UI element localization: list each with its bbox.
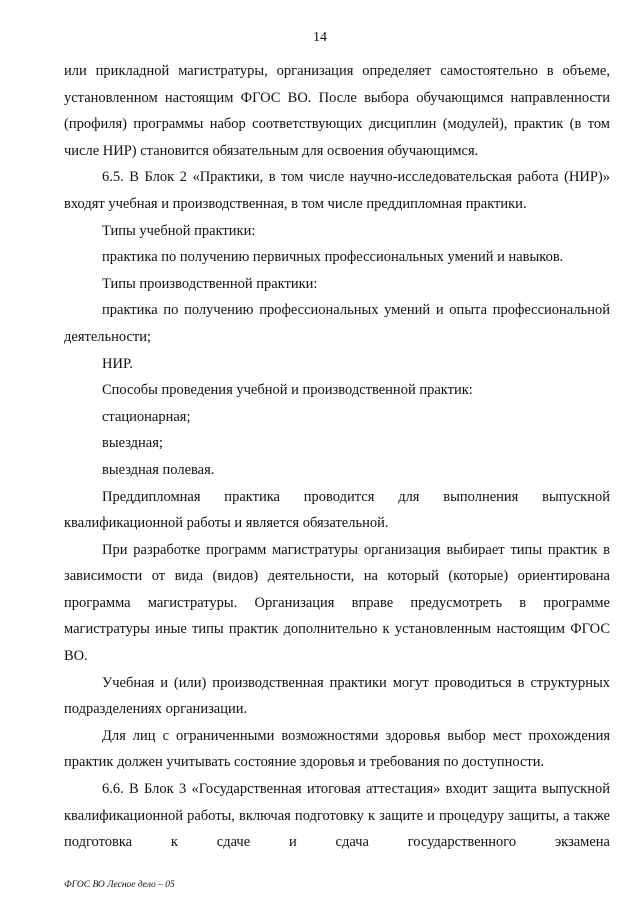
paragraph-stationary: стационарная; [102,408,191,425]
paragraph-nir: НИР. [102,355,133,372]
paragraph-educational-practice-types: Типы учебной практики: [102,222,256,239]
paragraph-pre-diploma-practice: Преддипломная практика проводится для выполнения выпускной квалификационной работы и является обязательной. [64,488,610,532]
paragraph-field: выездная; [102,435,163,452]
paragraph-continuation: или прикладной магистратуры, организация определяет самостоятельно в объеме, установленном настоящим ФГОС ВО. После выбора обучающимся направленности (профиля) программы набор соответствующих дисциплин (модулей), практик (в том числе НИР) становится обязательным для освоения обучающимся. [64,63,610,159]
paragraph-disabilities: Для лиц с ограниченными возможностями здоровья выбор мест прохождения практик должен учитывать состояние здоровья и требования по доступности. [64,727,610,771]
paragraph-6-6: 6.6. В Блок 3 «Государственная итоговая аттестация» входит защита выпускной квалификационной работы, включая подготовку к защите и процедуру защиты, а также подготовка к сдаче и сдача государственного экзамена [64,781,610,851]
paragraph-6-5: 6.5. В Блок 2 «Практики, в том числе научно-исследовательская работа (НИР)» входят учебная и производственная, в том числе преддипломная практики. [64,169,610,212]
paragraph-practice-methods: Способы проведения учебной и производственной практик: [102,382,473,399]
paragraph-field-outdoor: выездная полевая. [102,461,215,478]
paragraph-primary-skills-practice: практика по получению первичных профессиональных умений и навыков. [102,249,564,266]
paragraph-professional-skills-practice: практика по получению профессиональных умений и опыта профессиональной деятельности; [64,302,610,345]
paragraph-program-development: При разработке программ магистратуры организация выбирает типы практик в зависимости от вида (видов) деятельности, на который (которые) ориентирована программа магистратуры. Организация вправе предусмотреть в программе магистратуры иные типы практик дополнительно к установленным настоящим ФГОС ВО. [64,541,610,665]
paragraph-industrial-practice-types: Типы производственной практики: [102,275,318,292]
footer-document-code: ФГОС ВО Лесное дело – 05 [64,880,175,890]
document-body [64,58,610,856]
page-number: 14 [313,30,327,45]
paragraph-structural-units: Учебная и (или) производственная практики могут проводиться в структурных подразделениях организации. [64,674,610,718]
